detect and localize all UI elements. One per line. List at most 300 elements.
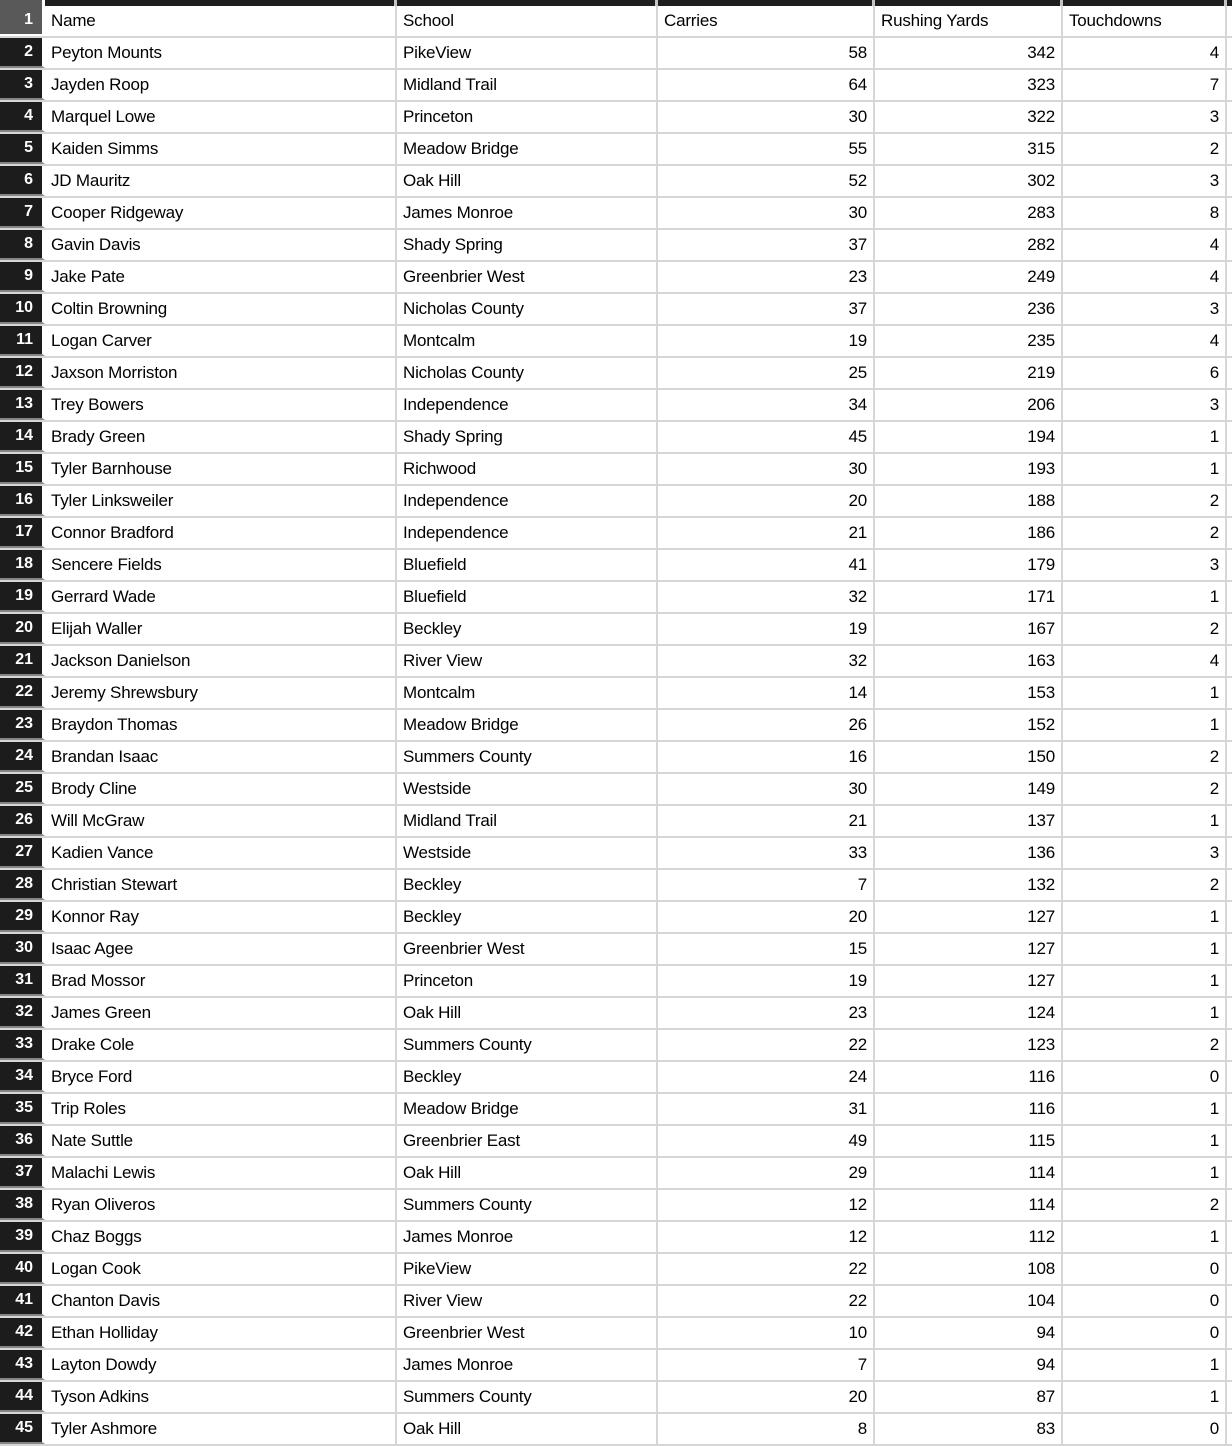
cell-school[interactable]: Nicholas County: [397, 358, 658, 388]
row-number-cell[interactable]: 33: [0, 1030, 45, 1060]
cell-carries[interactable]: 23: [658, 998, 875, 1028]
cell-touchdowns[interactable]: 2: [1063, 742, 1227, 772]
cell-school[interactable]: Beckley: [397, 902, 658, 932]
cell-rushing-yards[interactable]: 153: [875, 678, 1063, 708]
row-number-cell[interactable]: 26: [0, 806, 45, 836]
table-row: [0, 1414, 1232, 1446]
cell-carries[interactable]: 30: [658, 198, 875, 228]
cell-name[interactable]: Chanton Davis: [45, 1286, 397, 1316]
cell-rushing-yards[interactable]: 94: [875, 1350, 1063, 1380]
row-number-cell[interactable]: 40: [0, 1254, 45, 1284]
cell-rushing-yards[interactable]: 283: [875, 198, 1063, 228]
cell-touchdowns[interactable]: 1: [1063, 1126, 1227, 1156]
cell-school[interactable]: PikeView: [397, 38, 658, 68]
table-row: [0, 582, 1232, 614]
cell-rushing-yards[interactable]: 127: [875, 966, 1063, 996]
cell-carries[interactable]: 37: [658, 294, 875, 324]
cell-name[interactable]: Jayden Roop: [45, 70, 397, 100]
row-number-cell[interactable]: 5: [0, 134, 45, 164]
cell-touchdowns[interactable]: 1: [1063, 1382, 1227, 1412]
cell-name[interactable]: Kaiden Simms: [45, 134, 397, 164]
row-number-cell[interactable]: 41: [0, 1286, 45, 1316]
cell-rushing-yards[interactable]: 167: [875, 614, 1063, 644]
header-cell-school[interactable]: School: [397, 6, 658, 36]
cell-carries[interactable]: 19: [658, 966, 875, 996]
cell-overflow: [1227, 1382, 1232, 1412]
cell-overflow: [1227, 774, 1232, 804]
row-number-cell[interactable]: 45: [0, 1414, 45, 1444]
cell-touchdowns[interactable]: 0: [1063, 1254, 1227, 1284]
cell-overflow: [1227, 806, 1232, 836]
cell-school[interactable]: River View: [397, 1286, 658, 1316]
cell-rushing-yards[interactable]: 127: [875, 902, 1063, 932]
cell-school[interactable]: Beckley: [397, 870, 658, 900]
cell-carries[interactable]: 37: [658, 230, 875, 260]
row-number-cell[interactable]: 6: [0, 166, 45, 196]
cell-rushing-yards[interactable]: 152: [875, 710, 1063, 740]
cell-touchdowns[interactable]: 3: [1063, 166, 1227, 196]
row-number-cell[interactable]: 30: [0, 934, 45, 964]
cell-school[interactable]: Beckley: [397, 614, 658, 644]
cell-touchdowns[interactable]: 1: [1063, 678, 1227, 708]
cell-touchdowns[interactable]: 1: [1063, 1158, 1227, 1188]
cell-carries[interactable]: 26: [658, 710, 875, 740]
cell-name[interactable]: Braydon Thomas: [45, 710, 397, 740]
cell-touchdowns[interactable]: 1: [1063, 998, 1227, 1028]
cell-name[interactable]: Cooper Ridgeway: [45, 198, 397, 228]
cell-name[interactable]: Christian Stewart: [45, 870, 397, 900]
cell-carries[interactable]: 32: [658, 582, 875, 612]
cell-school[interactable]: PikeView: [397, 1254, 658, 1284]
row-number-cell[interactable]: 38: [0, 1190, 45, 1220]
row-number-cell[interactable]: 22: [0, 678, 45, 708]
cell-school[interactable]: Independence: [397, 486, 658, 516]
cell-rushing-yards[interactable]: 188: [875, 486, 1063, 516]
row-number-cell[interactable]: 27: [0, 838, 45, 868]
cell-name[interactable]: Coltin Browning: [45, 294, 397, 324]
cell-school[interactable]: Summers County: [397, 1190, 658, 1220]
cell-rushing-yards[interactable]: 116: [875, 1062, 1063, 1092]
cell-touchdowns[interactable]: 1: [1063, 422, 1227, 452]
cell-rushing-yards[interactable]: 83: [875, 1414, 1063, 1444]
cell-rushing-yards[interactable]: 127: [875, 934, 1063, 964]
cell-rushing-yards[interactable]: 114: [875, 1190, 1063, 1220]
cell-carries[interactable]: 30: [658, 102, 875, 132]
cell-touchdowns[interactable]: 3: [1063, 550, 1227, 580]
cell-name[interactable]: Drake Cole: [45, 1030, 397, 1060]
cell-touchdowns[interactable]: 2: [1063, 486, 1227, 516]
cell-name[interactable]: Nate Suttle: [45, 1126, 397, 1156]
cell-rushing-yards[interactable]: 104: [875, 1286, 1063, 1316]
cell-touchdowns[interactable]: 1: [1063, 966, 1227, 996]
cell-name[interactable]: Malachi Lewis: [45, 1158, 397, 1188]
cell-school[interactable]: Greenbrier West: [397, 934, 658, 964]
cell-name[interactable]: Chaz Boggs: [45, 1222, 397, 1252]
cell-school[interactable]: James Monroe: [397, 198, 658, 228]
row-number-cell[interactable]: 39: [0, 1222, 45, 1252]
cell-touchdowns[interactable]: 1: [1063, 1350, 1227, 1380]
header-cell-yards[interactable]: Rushing Yards: [875, 6, 1063, 36]
cell-touchdowns[interactable]: 4: [1063, 646, 1227, 676]
cell-name[interactable]: Jeremy Shrewsbury: [45, 678, 397, 708]
cell-name[interactable]: Jaxson Morriston: [45, 358, 397, 388]
cell-name[interactable]: Ethan Holliday: [45, 1318, 397, 1348]
cell-carries[interactable]: 19: [658, 326, 875, 356]
cell-touchdowns[interactable]: 2: [1063, 1190, 1227, 1220]
cell-name[interactable]: Trip Roles: [45, 1094, 397, 1124]
row-number-cell[interactable]: 31: [0, 966, 45, 996]
cell-overflow: [1227, 390, 1232, 420]
table-row: [0, 134, 1232, 166]
cell-name[interactable]: Tyson Adkins: [45, 1382, 397, 1412]
cell-touchdowns[interactable]: 1: [1063, 934, 1227, 964]
cell-carries[interactable]: 12: [658, 1222, 875, 1252]
cell-name[interactable]: Marquel Lowe: [45, 102, 397, 132]
cell-carries[interactable]: 7: [658, 870, 875, 900]
cell-rushing-yards[interactable]: 315: [875, 134, 1063, 164]
cell-overflow: [1227, 710, 1232, 740]
cell-school[interactable]: Oak Hill: [397, 166, 658, 196]
row-number-cell[interactable]: 9: [0, 262, 45, 292]
cell-rushing-yards[interactable]: 150: [875, 742, 1063, 772]
cell-rushing-yards[interactable]: 115: [875, 1126, 1063, 1156]
cell-school[interactable]: Midland Trail: [397, 70, 658, 100]
cell-name[interactable]: Brody Cline: [45, 774, 397, 804]
cell-school[interactable]: Summers County: [397, 1382, 658, 1412]
cell-name[interactable]: Layton Dowdy: [45, 1350, 397, 1380]
cell-carries[interactable]: 33: [658, 838, 875, 868]
cell-name[interactable]: Elijah Waller: [45, 614, 397, 644]
row-number-cell[interactable]: 3: [0, 70, 45, 100]
cell-carries[interactable]: 19: [658, 614, 875, 644]
cell-touchdowns[interactable]: 1: [1063, 454, 1227, 484]
cell-name[interactable]: Gerrard Wade: [45, 582, 397, 612]
cell-school[interactable]: Midland Trail: [397, 806, 658, 836]
row-number-cell[interactable]: 37: [0, 1158, 45, 1188]
table-row: [0, 262, 1232, 294]
table-row: [0, 454, 1232, 486]
cell-name[interactable]: JD Mauritz: [45, 166, 397, 196]
cell-name[interactable]: Sencere Fields: [45, 550, 397, 580]
cell-school[interactable]: Shady Spring: [397, 230, 658, 260]
cell-school[interactable]: Westside: [397, 774, 658, 804]
cell-touchdowns[interactable]: 0: [1063, 1318, 1227, 1348]
cell-carries[interactable]: 52: [658, 166, 875, 196]
cell-name[interactable]: Tyler Ashmore: [45, 1414, 397, 1444]
cell-touchdowns[interactable]: 1: [1063, 710, 1227, 740]
row-number-cell[interactable]: 19: [0, 582, 45, 612]
cell-carries[interactable]: 20: [658, 486, 875, 516]
cell-overflow: [1227, 614, 1232, 644]
header-cell-name[interactable]: Name: [45, 6, 397, 36]
cell-overflow: [1227, 1158, 1232, 1188]
cell-carries[interactable]: 25: [658, 358, 875, 388]
cell-touchdowns[interactable]: 3: [1063, 838, 1227, 868]
cell-carries[interactable]: 55: [658, 134, 875, 164]
cell-rushing-yards[interactable]: 194: [875, 422, 1063, 452]
cell-rushing-yards[interactable]: 149: [875, 774, 1063, 804]
table-row: [0, 1126, 1232, 1158]
cell-name[interactable]: James Green: [45, 998, 397, 1028]
cell-rushing-yards[interactable]: 249: [875, 262, 1063, 292]
cell-rushing-yards[interactable]: 302: [875, 166, 1063, 196]
cell-school[interactable]: Princeton: [397, 102, 658, 132]
cell-school[interactable]: Oak Hill: [397, 1414, 658, 1444]
cell-school[interactable]: Montcalm: [397, 678, 658, 708]
cell-touchdowns[interactable]: 1: [1063, 582, 1227, 612]
cell-name[interactable]: Brandan Isaac: [45, 742, 397, 772]
table-row: [0, 742, 1232, 774]
row-number-cell[interactable]: 42: [0, 1318, 45, 1348]
table-row: [0, 38, 1232, 70]
cell-rushing-yards[interactable]: 282: [875, 230, 1063, 260]
cell-touchdowns[interactable]: 2: [1063, 134, 1227, 164]
table-row: [0, 358, 1232, 390]
cell-rushing-yards[interactable]: 94: [875, 1318, 1063, 1348]
header-cell-touchdowns[interactable]: Touchdowns: [1063, 6, 1227, 36]
cell-carries[interactable]: 21: [658, 806, 875, 836]
row-number-cell[interactable]: 4: [0, 102, 45, 132]
header-row: [0, 6, 1232, 38]
cell-carries[interactable]: 8: [658, 1414, 875, 1444]
cell-rushing-yards[interactable]: 179: [875, 550, 1063, 580]
cell-school[interactable]: Greenbrier East: [397, 1126, 658, 1156]
cell-touchdowns[interactable]: 4: [1063, 38, 1227, 68]
cell-school[interactable]: Meadow Bridge: [397, 710, 658, 740]
table-row: [0, 102, 1232, 134]
cell-rushing-yards[interactable]: 236: [875, 294, 1063, 324]
cell-name[interactable]: Jackson Danielson: [45, 646, 397, 676]
cell-carries[interactable]: 30: [658, 454, 875, 484]
cell-carries[interactable]: 15: [658, 934, 875, 964]
cell-carries[interactable]: 45: [658, 422, 875, 452]
cell-name[interactable]: Connor Bradford: [45, 518, 397, 548]
cell-carries[interactable]: 30: [658, 774, 875, 804]
cell-carries[interactable]: 64: [658, 70, 875, 100]
cell-touchdowns[interactable]: 1: [1063, 1094, 1227, 1124]
cell-touchdowns[interactable]: 1: [1063, 1222, 1227, 1252]
row-number-cell[interactable]: 2: [0, 38, 45, 68]
cell-touchdowns[interactable]: 8: [1063, 198, 1227, 228]
cell-rushing-yards[interactable]: 112: [875, 1222, 1063, 1252]
cell-name[interactable]: Will McGraw: [45, 806, 397, 836]
cell-touchdowns[interactable]: 1: [1063, 902, 1227, 932]
cell-school[interactable]: James Monroe: [397, 1350, 658, 1380]
cell-overflow: [1227, 198, 1232, 228]
cell-carries[interactable]: 20: [658, 902, 875, 932]
cell-touchdowns[interactable]: 2: [1063, 1030, 1227, 1060]
cell-name[interactable]: Peyton Mounts: [45, 38, 397, 68]
cell-school[interactable]: Richwood: [397, 454, 658, 484]
row-number-cell[interactable]: 7: [0, 198, 45, 228]
row-number-cell[interactable]: 34: [0, 1062, 45, 1092]
cell-overflow: [1227, 1030, 1232, 1060]
cell-overflow: [1227, 262, 1232, 292]
cell-name[interactable]: Bryce Ford: [45, 1062, 397, 1092]
cell-overflow: [1227, 454, 1232, 484]
cell-name[interactable]: Ryan Oliveros: [45, 1190, 397, 1220]
cell-rushing-yards[interactable]: 219: [875, 358, 1063, 388]
row-number-cell[interactable]: 11: [0, 326, 45, 356]
cell-overflow: [1227, 550, 1232, 580]
cell-name[interactable]: Jake Pate: [45, 262, 397, 292]
cell-touchdowns[interactable]: 2: [1063, 774, 1227, 804]
table-row: [0, 838, 1232, 870]
cell-school[interactable]: Summers County: [397, 742, 658, 772]
cell-carries[interactable]: 58: [658, 38, 875, 68]
row-number-cell[interactable]: 25: [0, 774, 45, 804]
cell-name[interactable]: Brad Mossor: [45, 966, 397, 996]
cell-touchdowns[interactable]: 0: [1063, 1286, 1227, 1316]
cell-touchdowns[interactable]: 3: [1063, 102, 1227, 132]
row-number-cell[interactable]: 29: [0, 902, 45, 932]
cell-school[interactable]: Shady Spring: [397, 422, 658, 452]
row-number-cell[interactable]: 21: [0, 646, 45, 676]
cell-touchdowns[interactable]: 2: [1063, 870, 1227, 900]
cell-carries[interactable]: 21: [658, 518, 875, 548]
cell-rushing-yards[interactable]: 114: [875, 1158, 1063, 1188]
cell-school[interactable]: Westside: [397, 838, 658, 868]
cell-carries[interactable]: 31: [658, 1094, 875, 1124]
cell-school[interactable]: Meadow Bridge: [397, 134, 658, 164]
row-number-cell[interactable]: 43: [0, 1350, 45, 1380]
cell-school[interactable]: Summers County: [397, 1030, 658, 1060]
cell-touchdowns[interactable]: 0: [1063, 1414, 1227, 1444]
cell-rushing-yards[interactable]: 124: [875, 998, 1063, 1028]
cell-carries[interactable]: 22: [658, 1254, 875, 1284]
cell-rushing-yards[interactable]: 193: [875, 454, 1063, 484]
cell-name[interactable]: Logan Carver: [45, 326, 397, 356]
cell-touchdowns[interactable]: 4: [1063, 326, 1227, 356]
cell-touchdowns[interactable]: 7: [1063, 70, 1227, 100]
row-number-cell[interactable]: 44: [0, 1382, 45, 1412]
row-number-cell[interactable]: 28: [0, 870, 45, 900]
cell-school[interactable]: James Monroe: [397, 1222, 658, 1252]
row-number-cell[interactable]: 20: [0, 614, 45, 644]
cell-name[interactable]: Gavin Davis: [45, 230, 397, 260]
cell-school[interactable]: Oak Hill: [397, 1158, 658, 1188]
cell-rushing-yards[interactable]: 171: [875, 582, 1063, 612]
table-row: [0, 326, 1232, 358]
cell-rushing-yards[interactable]: 137: [875, 806, 1063, 836]
cell-carries[interactable]: 32: [658, 646, 875, 676]
cell-carries[interactable]: 22: [658, 1030, 875, 1060]
row-number-cell[interactable]: 36: [0, 1126, 45, 1156]
cell-school[interactable]: Oak Hill: [397, 998, 658, 1028]
row-number-cell[interactable]: 15: [0, 454, 45, 484]
row-number-cell[interactable]: 18: [0, 550, 45, 580]
cell-school[interactable]: Princeton: [397, 966, 658, 996]
cell-overflow: [1227, 646, 1232, 676]
cell-carries[interactable]: 20: [658, 1382, 875, 1412]
cell-rushing-yards[interactable]: 163: [875, 646, 1063, 676]
header-cell-carries[interactable]: Carries: [658, 6, 875, 36]
row-number-cell[interactable]: 12: [0, 358, 45, 388]
cell-rushing-yards[interactable]: 116: [875, 1094, 1063, 1124]
cell-name[interactable]: Konnor Ray: [45, 902, 397, 932]
row-number-cell[interactable]: 35: [0, 1094, 45, 1124]
cell-rushing-yards[interactable]: 186: [875, 518, 1063, 548]
cell-rushing-yards[interactable]: 342: [875, 38, 1063, 68]
cell-touchdowns[interactable]: 4: [1063, 262, 1227, 292]
cell-rushing-yards[interactable]: 206: [875, 390, 1063, 420]
cell-school[interactable]: Bluefield: [397, 582, 658, 612]
row-number-cell[interactable]: 23: [0, 710, 45, 740]
row-number-cell[interactable]: 10: [0, 294, 45, 324]
cell-school[interactable]: Greenbrier West: [397, 1318, 658, 1348]
table-row: [0, 390, 1232, 422]
row-number-cell[interactable]: 17: [0, 518, 45, 548]
cell-school[interactable]: Bluefield: [397, 550, 658, 580]
cell-rushing-yards[interactable]: 235: [875, 326, 1063, 356]
cell-touchdowns[interactable]: 0: [1063, 1062, 1227, 1092]
cell-rushing-yards[interactable]: 123: [875, 1030, 1063, 1060]
cell-rushing-yards[interactable]: 132: [875, 870, 1063, 900]
cell-carries[interactable]: 12: [658, 1190, 875, 1220]
cell-name[interactable]: Tyler Barnhouse: [45, 454, 397, 484]
cell-name[interactable]: Logan Cook: [45, 1254, 397, 1284]
row-number-cell[interactable]: 14: [0, 422, 45, 452]
cell-carries[interactable]: 16: [658, 742, 875, 772]
cell-name[interactable]: Isaac Agee: [45, 934, 397, 964]
cell-touchdowns[interactable]: 2: [1063, 518, 1227, 548]
cell-touchdowns[interactable]: 3: [1063, 294, 1227, 324]
row-number-cell[interactable]: 1: [0, 6, 45, 36]
cell-touchdowns[interactable]: 2: [1063, 614, 1227, 644]
cell-rushing-yards[interactable]: 136: [875, 838, 1063, 868]
cell-school[interactable]: Montcalm: [397, 326, 658, 356]
cell-carries[interactable]: 14: [658, 678, 875, 708]
cell-name[interactable]: Brady Green: [45, 422, 397, 452]
cell-touchdowns[interactable]: 6: [1063, 358, 1227, 388]
cell-carries[interactable]: 29: [658, 1158, 875, 1188]
row-number-cell[interactable]: 32: [0, 998, 45, 1028]
cell-touchdowns[interactable]: 3: [1063, 390, 1227, 420]
row-number-cell[interactable]: 24: [0, 742, 45, 772]
cell-carries[interactable]: 7: [658, 1350, 875, 1380]
cell-touchdowns[interactable]: 1: [1063, 806, 1227, 836]
cell-name[interactable]: Tyler Linksweiler: [45, 486, 397, 516]
cell-school[interactable]: Independence: [397, 518, 658, 548]
cell-name[interactable]: Trey Bowers: [45, 390, 397, 420]
cell-school[interactable]: Beckley: [397, 1062, 658, 1092]
cell-name[interactable]: Kadien Vance: [45, 838, 397, 868]
cell-carries[interactable]: 24: [658, 1062, 875, 1092]
cell-school[interactable]: Nicholas County: [397, 294, 658, 324]
cell-overflow: [1227, 486, 1232, 516]
cell-school[interactable]: Meadow Bridge: [397, 1094, 658, 1124]
cell-overflow: [1227, 326, 1232, 356]
row-number-cell[interactable]: 8: [0, 230, 45, 260]
cell-carries[interactable]: 22: [658, 1286, 875, 1316]
cell-carries[interactable]: 34: [658, 390, 875, 420]
cell-carries[interactable]: 10: [658, 1318, 875, 1348]
cell-rushing-yards[interactable]: 108: [875, 1254, 1063, 1284]
cell-carries[interactable]: 41: [658, 550, 875, 580]
cell-rushing-yards[interactable]: 322: [875, 102, 1063, 132]
cell-carries[interactable]: 49: [658, 1126, 875, 1156]
cell-touchdowns[interactable]: 4: [1063, 230, 1227, 260]
cell-rushing-yards[interactable]: 87: [875, 1382, 1063, 1412]
cell-rushing-yards[interactable]: 323: [875, 70, 1063, 100]
row-number-cell[interactable]: 13: [0, 390, 45, 420]
cell-school[interactable]: River View: [397, 646, 658, 676]
cell-school[interactable]: Greenbrier West: [397, 262, 658, 292]
cell-carries[interactable]: 23: [658, 262, 875, 292]
cell-school[interactable]: Independence: [397, 390, 658, 420]
table-row: [0, 230, 1232, 262]
row-number-cell[interactable]: 16: [0, 486, 45, 516]
